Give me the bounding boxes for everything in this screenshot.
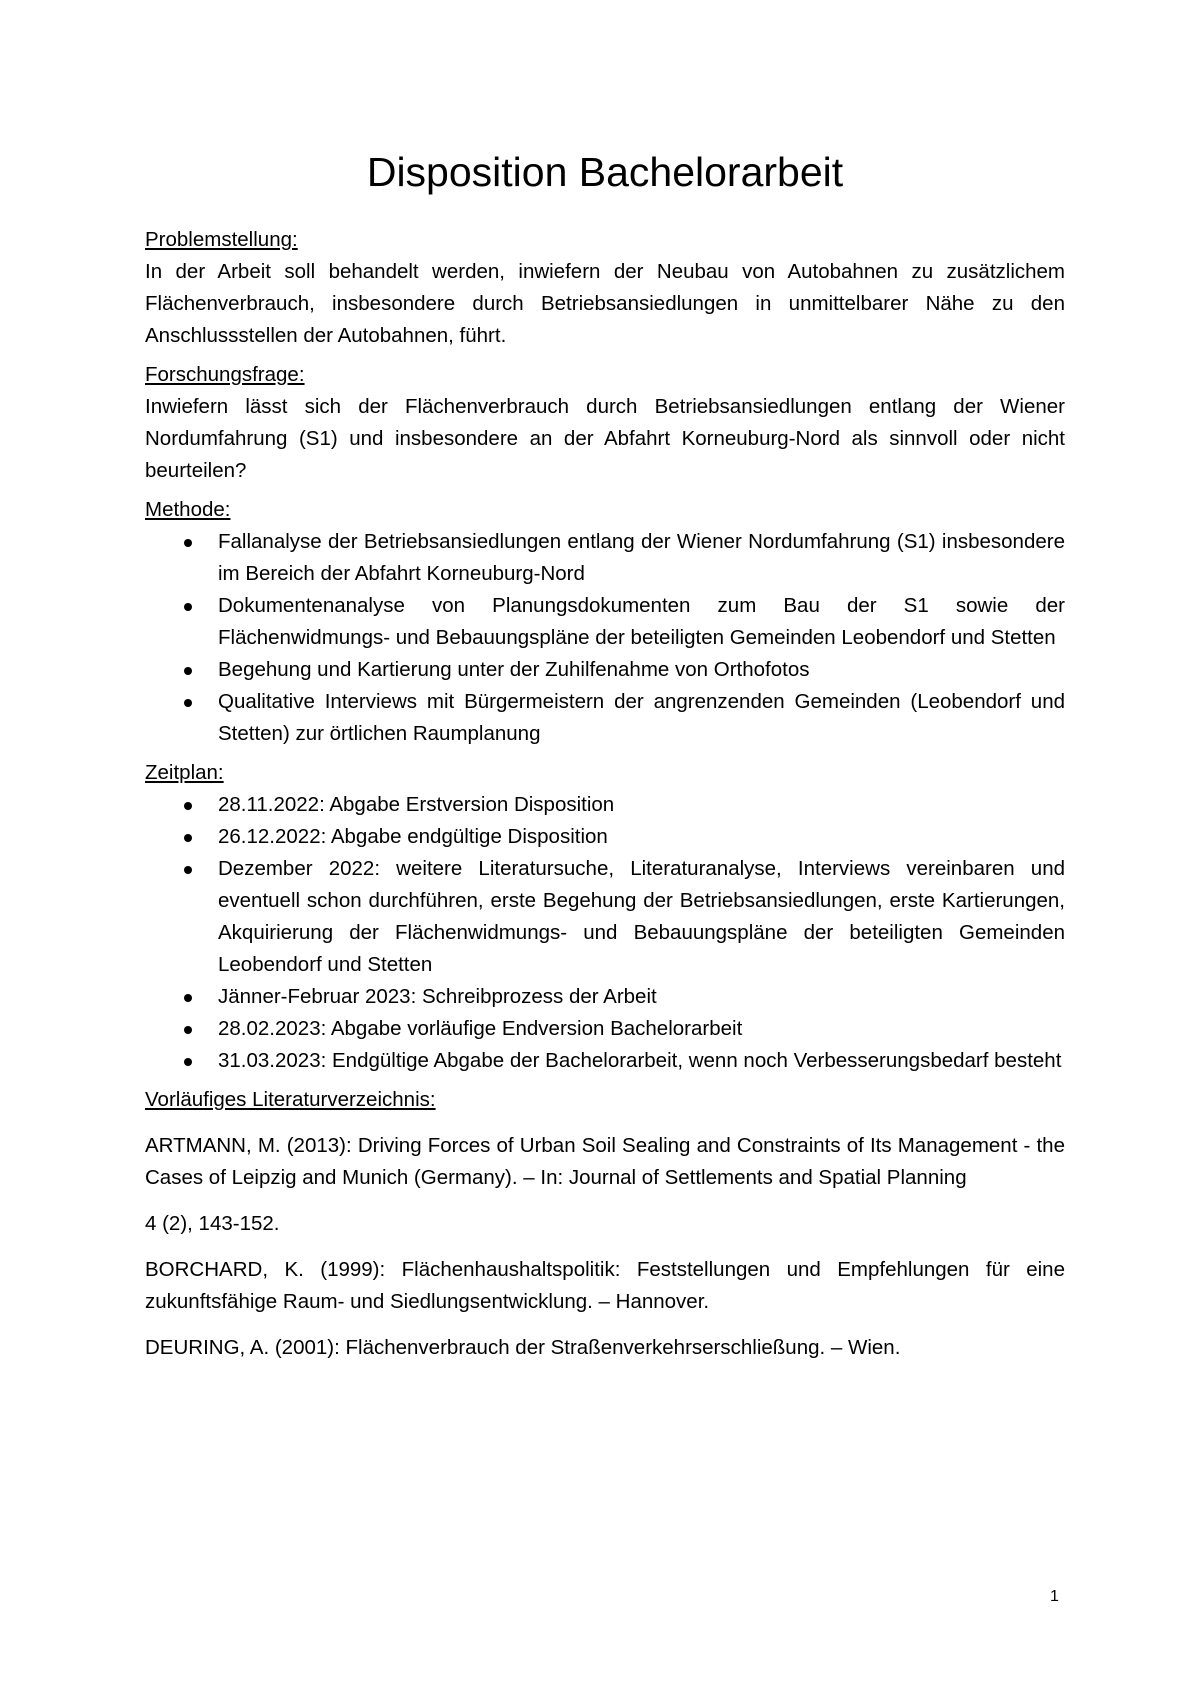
document-page	[145, 0, 1065, 1698]
section-problem	[145, 224, 1065, 352]
document-title: Disposition Bachelorarbeit	[366, 149, 844, 195]
schedule-item: 28.11.2022: Abgabe Erstversion Disposition	[145, 789, 1065, 821]
reference-entry: BORCHARD, K. (1999): Flächenhaushaltspolitik: Feststellungen und Empfehlungen für eine zukunftsfähige Raum- und Siedlungsentwicklung. – Hannover.	[145, 1258, 1065, 1313]
research-question-text: Inwiefern lässt sich der Flächenverbrauch durch Betriebsansiedlungen entlang der Wiener Nordumfahrung (S1) und insbesondere an der Abfahrt Korneuburg-Nord als sinnvoll oder nicht beurteilen?	[145, 395, 1065, 482]
reference-entry: ARTMANN, M. (2013): Driving Forces of Urban Soil Sealing and Constraints of Its Management - the Cases of Leipzig and Munich (Germany). – In: Journal of Settlements and Spatial Planning	[145, 1134, 1065, 1189]
research-question-heading: Forschungsfrage:	[145, 363, 305, 386]
method-item: Dokumentenanalyse von Planungsdokumenten zum Bau der S1 sowie der Flächenwidmungs- und Bebauungspläne der beteiligten Gemeinden Leobendorf und Stetten	[145, 590, 1065, 654]
schedule-list	[145, 789, 1065, 1077]
method-item: Begehung und Kartierung unter der Zuhilfenahme von Orthofotos	[145, 654, 1065, 686]
schedule-item: 26.12.2022: Abgabe endgültige Disposition	[145, 821, 1065, 853]
schedule-item: Dezember 2022: weitere Literatursuche, Literaturanalyse, Interviews vereinbaren und eventuell schon durchführen, erste Begehung der Betriebsansiedlungen, erste Kartierungen, Akquirierung der Flächenwidmungs- und Bebauungspläne der beteiligten Gemeinden Leobendorf und Stetten	[145, 853, 1065, 981]
method-item: Qualitative Interviews mit Bürgermeistern der angrenzenden Gemeinden (Leobendorf und Stetten) zur örtlichen Raumplanung	[145, 686, 1065, 750]
reference-entry: 4 (2), 143-152.	[145, 1212, 280, 1235]
schedule-item: 28.02.2023: Abgabe vorläufige Endversion Bachelorarbeit	[145, 1013, 1065, 1045]
page-number: 1	[1050, 1588, 1059, 1605]
schedule-item: Jänner-Februar 2023: Schreibprozess der Arbeit	[145, 981, 1065, 1013]
section-research-question	[145, 359, 1065, 487]
literature-heading: Vorläufiges Literaturverzeichnis:	[145, 1088, 436, 1111]
method-list	[145, 526, 1065, 750]
schedule-heading: Zeitplan:	[145, 761, 224, 784]
document-body	[145, 224, 1065, 1378]
problem-text: In der Arbeit soll behandelt werden, inwiefern der Neubau von Autobahnen zu zusätzlichem Flächenverbrauch, insbesondere durch Betriebsansiedlungen in unmittelbarer Nähe zu den Anschlussstellen der Autobahnen, führt.	[145, 260, 1065, 347]
reference-entry: DEURING, A. (2001): Flächenverbrauch der Straßenverkehrserschließung. – Wien.	[145, 1336, 901, 1359]
schedule-item: 31.03.2023: Endgültige Abgabe der Bachelorarbeit, wenn noch Verbesserungsbedarf besteht	[145, 1045, 1065, 1077]
method-item: Fallanalyse der Betriebsansiedlungen entlang der Wiener Nordumfahrung (S1) insbesondere im Bereich der Abfahrt Korneuburg-Nord	[145, 526, 1065, 590]
problem-heading: Problemstellung:	[145, 228, 298, 251]
section-method	[145, 494, 1065, 750]
section-literature	[145, 1084, 1065, 1364]
section-schedule	[145, 757, 1065, 1077]
method-heading: Methode:	[145, 498, 231, 521]
